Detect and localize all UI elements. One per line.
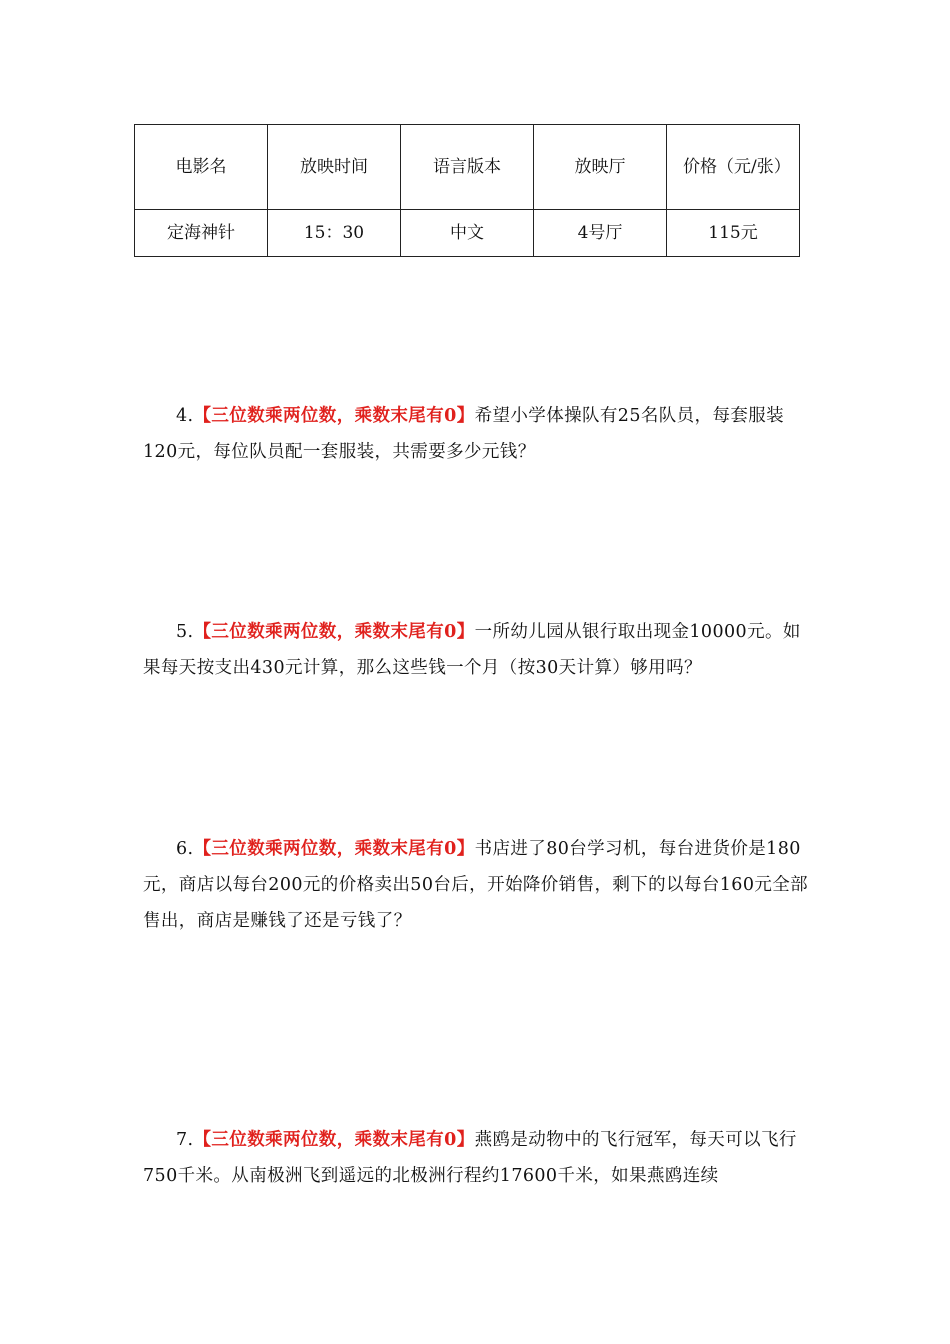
question-number: 5. bbox=[176, 622, 194, 642]
question-text: 希望小学体操队有25名队员，每套服装120元，每位队员配一套服装，共需要多少元钱？ bbox=[143, 406, 785, 462]
header-cell: 放映厅 bbox=[534, 125, 667, 210]
question-number: 7. bbox=[176, 1130, 194, 1150]
header-cell: 放映时间 bbox=[268, 125, 401, 210]
header-cell: 语言版本 bbox=[401, 125, 534, 210]
question-text: 书店进了80台学习机，每台进货价是180元，商店以每台200元的价格卖出50台后，开始降价销售，剩下的以每台160元全部售出，商店是赚钱了还是亏钱了？ bbox=[143, 839, 809, 931]
table-cell: 定海神针 bbox=[135, 210, 268, 257]
question-text: 燕鸥是动物中的飞行冠军，每天可以飞行750千米。从南极洲飞到遥远的北极洲行程约17600千米，如果燕鸥连续 bbox=[143, 1130, 797, 1186]
table-cell: 115元 bbox=[667, 210, 800, 257]
tag-bracket-close: 】 bbox=[456, 839, 475, 859]
table-cell: 15：30 bbox=[268, 210, 401, 257]
table-row bbox=[135, 210, 800, 257]
question-tag bbox=[194, 839, 475, 859]
tag-bracket-open: 【 bbox=[193, 1130, 212, 1150]
question-7 bbox=[143, 1122, 813, 1194]
tag-bracket-close: 】 bbox=[456, 622, 475, 642]
question-number: 6. bbox=[176, 839, 194, 859]
question-text: 一所幼儿园从银行取出现金10000元。如果每天按支出430元计算，那么这些钱一个月（按30天计算）够用吗？ bbox=[143, 622, 801, 678]
tag-bracket-open: 【 bbox=[193, 839, 212, 859]
table-cell: 中文 bbox=[401, 210, 534, 257]
question-5 bbox=[143, 614, 813, 686]
tag-bracket-close: 】 bbox=[456, 1130, 475, 1150]
tag-text: 三位数乘两位数，乘数末尾有0 bbox=[211, 1130, 457, 1150]
header-cell: 电影名 bbox=[135, 125, 268, 210]
question-6 bbox=[143, 831, 813, 939]
question-tag bbox=[194, 622, 475, 642]
header-cell: 价格（元/张） bbox=[667, 125, 800, 210]
table-header-row bbox=[135, 125, 800, 210]
question-tag bbox=[194, 406, 475, 426]
movie-schedule-table bbox=[134, 124, 800, 257]
question-number: 4. bbox=[176, 406, 194, 426]
tag-text: 三位数乘两位数，乘数末尾有0 bbox=[211, 406, 457, 426]
tag-text: 三位数乘两位数，乘数末尾有0 bbox=[211, 839, 457, 859]
question-tag bbox=[194, 1130, 475, 1150]
tag-text: 三位数乘两位数，乘数末尾有0 bbox=[211, 622, 457, 642]
tag-bracket-open: 【 bbox=[193, 622, 212, 642]
tag-bracket-open: 【 bbox=[193, 406, 212, 426]
tag-bracket-close: 】 bbox=[456, 406, 475, 426]
question-4 bbox=[143, 398, 813, 470]
table-cell: 4号厅 bbox=[534, 210, 667, 257]
